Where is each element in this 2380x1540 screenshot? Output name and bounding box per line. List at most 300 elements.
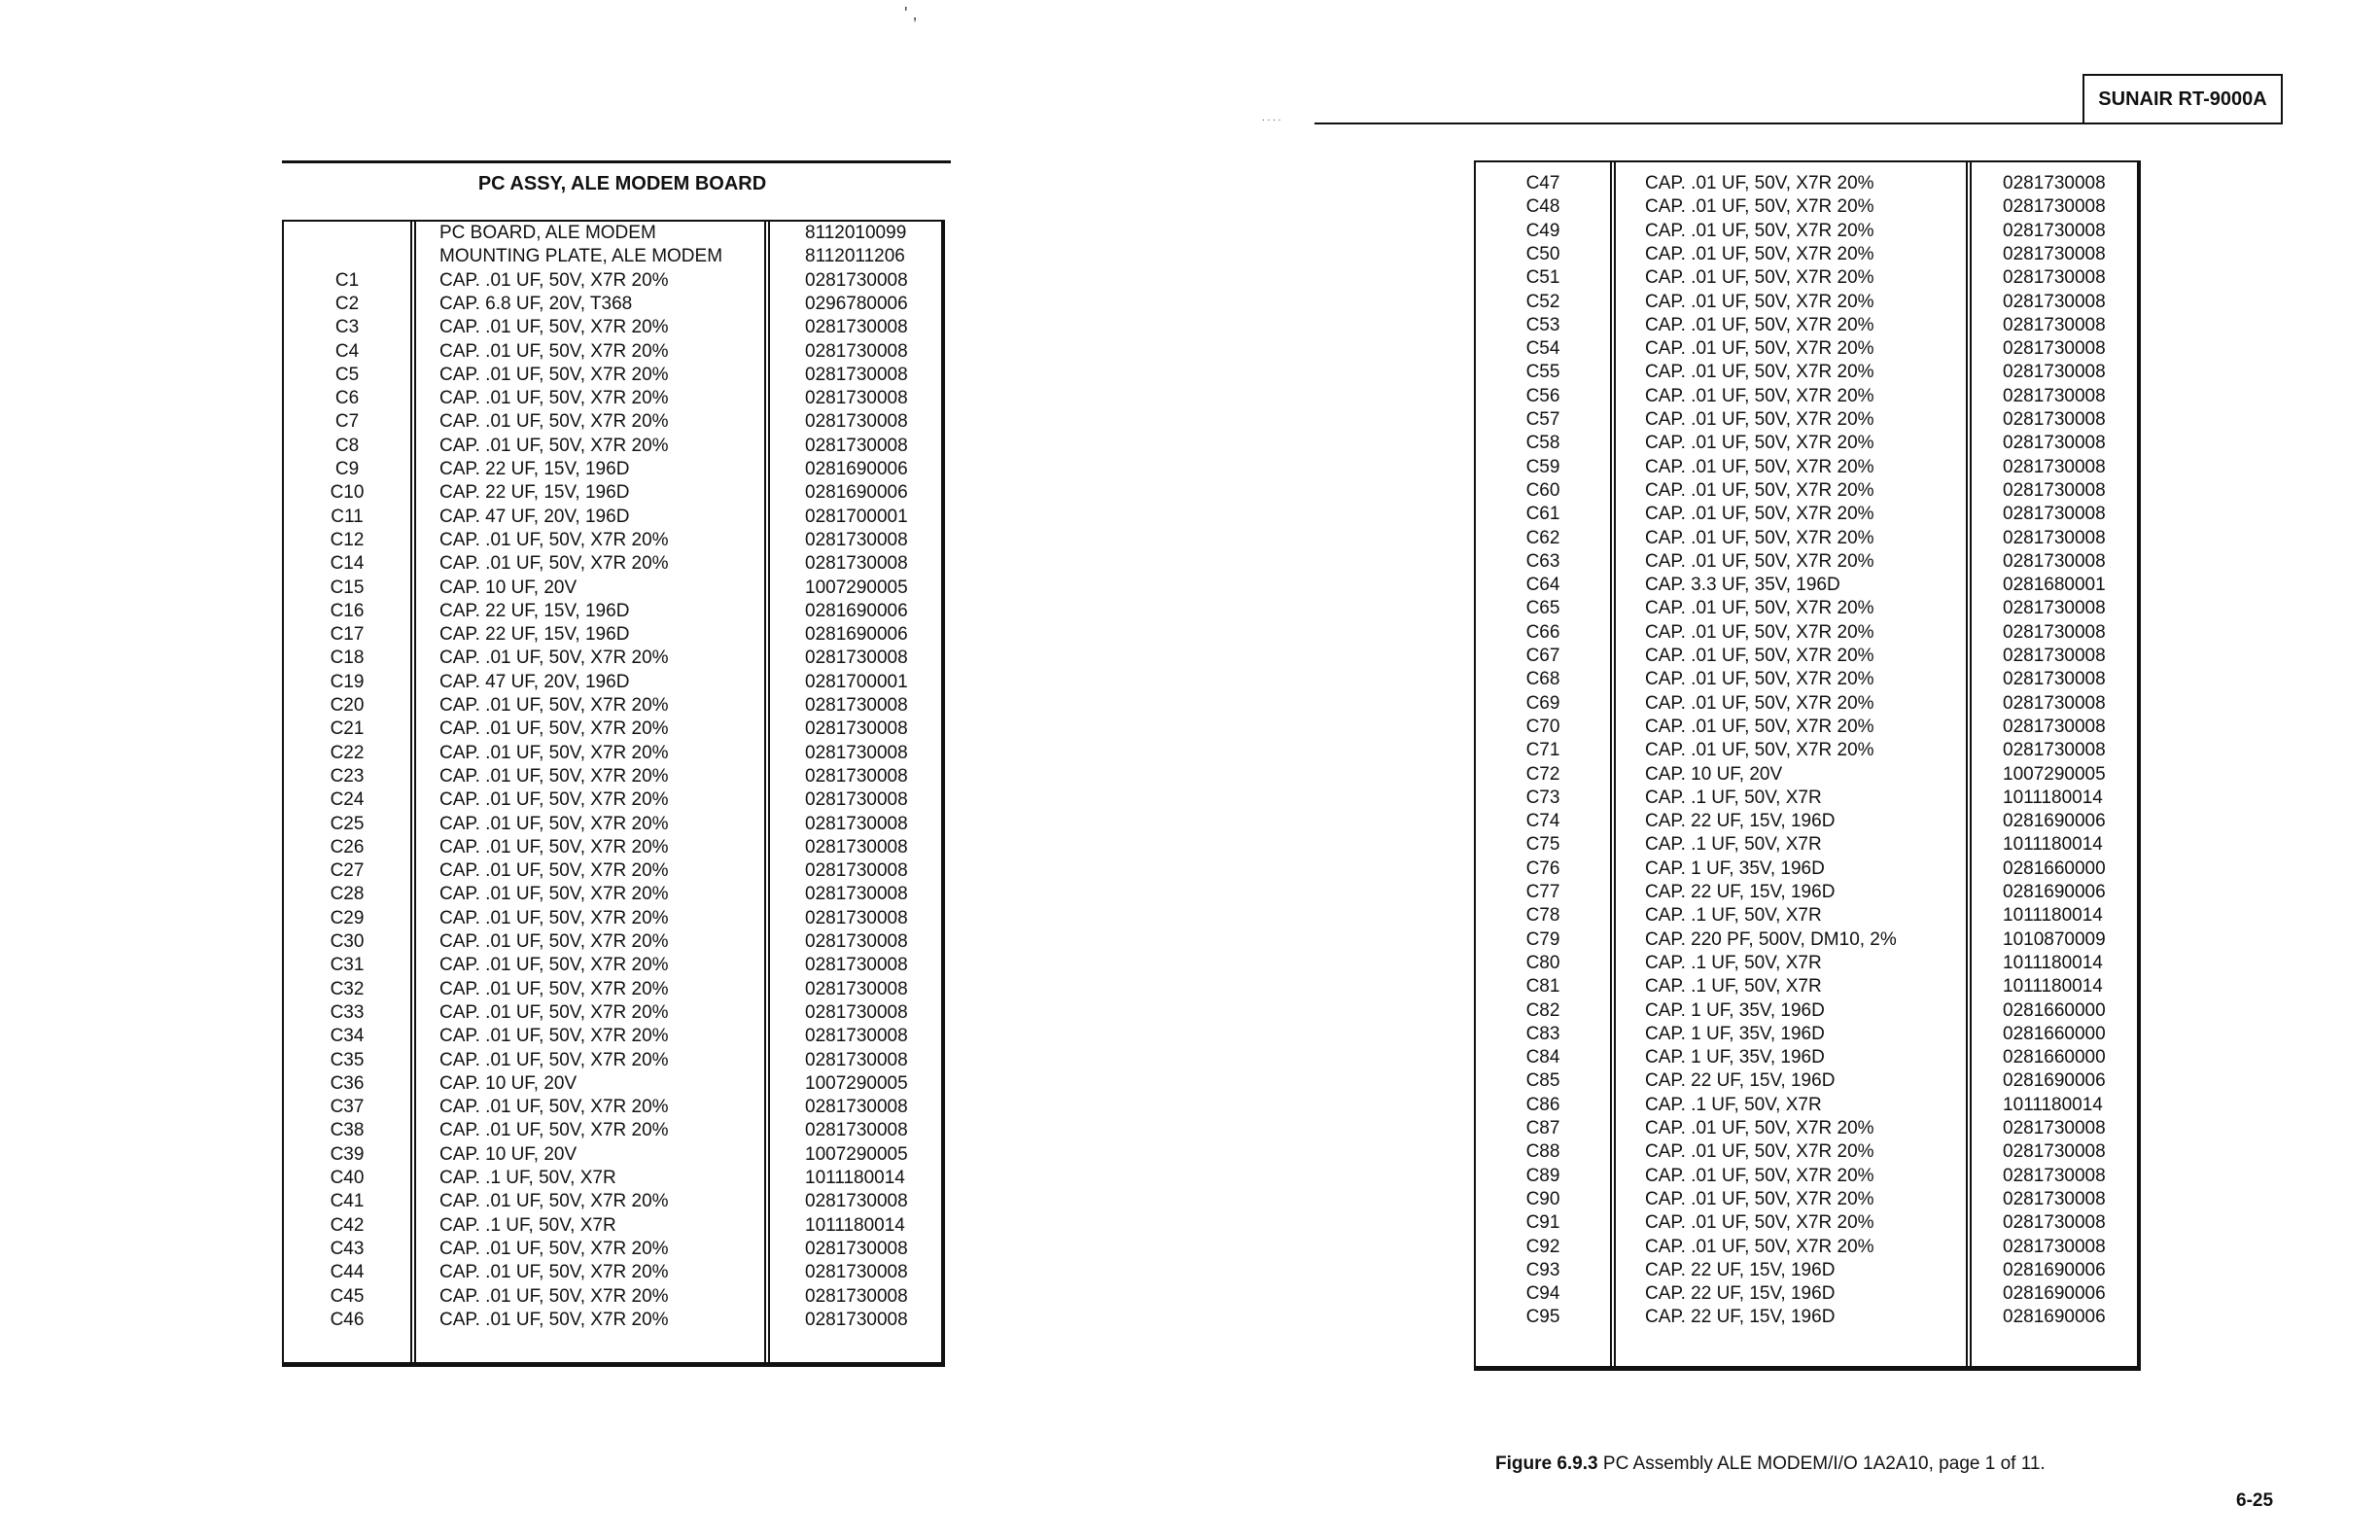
part-description: CAP. .01 UF, 50V, X7R 20% [439, 978, 669, 999]
ref-designator: C26 [330, 836, 365, 858]
part-description: CAP. .01 UF, 50V, X7R 20% [1645, 504, 1874, 525]
part-description: CAP. .01 UF, 50V, X7R 20% [439, 765, 669, 787]
part-number: 0281730008 [2003, 291, 2106, 312]
part-description: CAP. 10 UF, 20V [1645, 763, 1783, 785]
part-number: 8112011206 [805, 246, 905, 267]
part-number: 0281730008 [805, 789, 908, 811]
part-number: 0281660000 [2003, 858, 2106, 879]
part-number: 0281660000 [2003, 999, 2106, 1021]
ref-designator: C65 [1525, 598, 1560, 619]
part-description: CAP. .01 UF, 50V, X7R 20% [439, 411, 669, 433]
table-row [1476, 952, 2137, 975]
ref-designator: C42 [330, 1214, 365, 1236]
ref-designator: C74 [1525, 811, 1560, 832]
ref-designator: C95 [1525, 1307, 1560, 1328]
part-description: CAP. 22 UF, 15V, 196D [439, 482, 630, 504]
ref-designator: C4 [334, 340, 360, 362]
part-number: 1011180014 [805, 1168, 905, 1188]
table-row [1476, 668, 2137, 691]
ref-designator: C84 [1525, 1047, 1560, 1068]
ref-designator: C18 [330, 648, 365, 669]
ref-designator: C91 [1525, 1212, 1560, 1234]
ref-designator: C14 [330, 553, 365, 575]
part-description: CAP. .01 UF, 50V, X7R 20% [439, 742, 669, 763]
part-number: 0281730008 [805, 340, 908, 362]
ref-designator: C12 [330, 529, 365, 550]
part-description: CAP. .01 UF, 50V, X7R 20% [439, 789, 669, 811]
table-row [1476, 266, 2137, 290]
table-row [1476, 881, 2137, 904]
part-description: CAP. .01 UF, 50V, X7R 20% [1645, 1118, 1874, 1138]
ref-designator: C57 [1525, 409, 1560, 430]
part-description: CAP. 22 UF, 15V, 196D [1645, 1307, 1836, 1328]
part-number: 0281730008 [805, 411, 908, 433]
table-row [1476, 1188, 2137, 1211]
part-description: CAP. .01 UF, 50V, X7R 20% [1645, 243, 1874, 264]
part-description: CAP. .01 UF, 50V, X7R 20% [1645, 646, 1874, 666]
table-row [1476, 337, 2137, 361]
ref-designator: C53 [1525, 314, 1560, 335]
table-row [284, 694, 941, 718]
part-number: 0281730008 [2003, 479, 2106, 501]
part-number: 0281730008 [2003, 314, 2106, 335]
table-row [284, 883, 941, 906]
part-description: CAP. .01 UF, 50V, X7R 20% [439, 1001, 669, 1023]
ref-designator: C35 [330, 1049, 365, 1070]
part-description: CAP. .01 UF, 50V, X7R 20% [439, 269, 669, 291]
part-description: CAP. .01 UF, 50V, X7R 20% [1645, 433, 1874, 454]
table-row [1476, 1069, 2137, 1093]
table-row [1476, 692, 2137, 716]
part-description: CAP. .01 UF, 50V, X7R 20% [439, 1049, 669, 1070]
table-row [1476, 1236, 2137, 1259]
part-description: CAP. .01 UF, 50V, X7R 20% [1645, 1188, 1874, 1209]
ref-designator: C61 [1525, 504, 1560, 525]
part-description: CAP. 1 UF, 35V, 196D [1645, 999, 1825, 1021]
part-number: 0281730008 [2003, 433, 2106, 454]
part-number: 0281730008 [2003, 456, 2106, 477]
table-row [284, 930, 941, 954]
ref-designator: C82 [1525, 999, 1560, 1021]
table-row [284, 671, 941, 694]
table-row [284, 788, 941, 812]
part-description: CAP. 22 UF, 15V, 196D [1645, 1259, 1836, 1280]
part-description: CAP. .01 UF, 50V, X7R 20% [1645, 456, 1874, 477]
part-number: 0281730008 [805, 364, 908, 385]
part-number: 0281730008 [2003, 1188, 2106, 1209]
part-description: CAP. .01 UF, 50V, X7R 20% [439, 1238, 669, 1259]
table-row [284, 387, 941, 410]
part-number: 1011180014 [2003, 834, 2103, 856]
ref-designator: C51 [1525, 267, 1560, 289]
ref-designator: C64 [1525, 575, 1560, 596]
part-description: CAP. .01 UF, 50V, X7R 20% [1645, 740, 1874, 761]
ref-designator: C80 [1525, 952, 1560, 973]
part-description: CAP. .01 UF, 50V, X7R 20% [439, 1120, 669, 1141]
part-description: CAP. .01 UF, 50V, X7R 20% [439, 388, 669, 409]
ref-designator: C54 [1525, 338, 1560, 360]
part-number: 8112010099 [805, 223, 907, 243]
ref-designator: C49 [1525, 220, 1560, 241]
ref-designator: C32 [330, 978, 365, 999]
part-number: 0281730008 [805, 1097, 908, 1118]
part-number: 1011180014 [2003, 952, 2103, 973]
ref-designator: C70 [1525, 716, 1560, 737]
part-description: CAP. .01 UF, 50V, X7R 20% [1645, 385, 1874, 406]
table-row [284, 1096, 941, 1119]
table-row [1476, 243, 2137, 266]
ref-designator: C72 [1525, 763, 1560, 785]
part-number: 0281730008 [805, 765, 908, 787]
ref-designator: C87 [1525, 1118, 1560, 1138]
part-description: CAP. .01 UF, 50V, X7R 20% [1645, 196, 1874, 218]
ref-designator: C41 [330, 1191, 365, 1212]
table-row [1476, 833, 2137, 857]
part-description: CAP. .01 UF, 50V, X7R 20% [1645, 598, 1874, 619]
part-number: 0281730008 [805, 718, 908, 740]
ref-designator: C16 [330, 600, 365, 621]
part-description: CAP. 3.3 UF, 35V, 196D [1645, 575, 1840, 596]
part-description: CAP. .1 UF, 50V, X7R [1645, 1094, 1822, 1115]
part-number: 0296780006 [805, 293, 908, 314]
ref-designator: C19 [330, 671, 365, 692]
table-row [1476, 172, 2137, 195]
part-number: 0281730008 [2003, 173, 2106, 193]
table-row [284, 1049, 941, 1072]
table-row [1476, 1046, 2137, 1069]
table-row [284, 1001, 941, 1025]
ref-designator: C38 [330, 1120, 365, 1141]
right-parts-table [1474, 160, 2141, 1371]
part-number: 0281690006 [2003, 882, 2106, 902]
part-description: CAP. .01 UF, 50V, X7R 20% [1645, 716, 1874, 737]
table-row [1476, 1282, 2137, 1306]
part-number: 0281730008 [805, 813, 908, 834]
ref-designator: C93 [1525, 1259, 1560, 1280]
part-description: CAP. .01 UF, 50V, X7R 20% [439, 340, 669, 362]
ref-designator: C67 [1525, 646, 1560, 666]
part-description: CAP. .01 UF, 50V, X7R 20% [439, 553, 669, 575]
ref-designator: C94 [1525, 1283, 1560, 1305]
table-row [284, 435, 941, 458]
ref-designator: C34 [330, 1026, 365, 1047]
table-row [284, 1285, 941, 1309]
table-row [1476, 1211, 2137, 1235]
table-row [284, 552, 941, 576]
part-description: CAP. .01 UF, 50V, X7R 20% [1645, 1165, 1874, 1186]
ref-designator: C37 [330, 1097, 365, 1118]
ref-designator: C81 [1525, 976, 1560, 998]
part-description: CAP. .01 UF, 50V, X7R 20% [439, 529, 669, 550]
ref-designator: C86 [1525, 1094, 1560, 1115]
part-number: 0281730008 [805, 978, 908, 999]
ref-designator: C31 [330, 955, 365, 976]
part-number: 0281730008 [2003, 598, 2106, 619]
left-parts-table [282, 220, 945, 1367]
part-number: 0281730008 [805, 435, 908, 456]
table-row [284, 600, 941, 623]
part-description: CAP. 47 UF, 20V, 196D [439, 671, 630, 692]
ref-designator: C69 [1525, 692, 1560, 714]
part-number: 0281730008 [2003, 1141, 2106, 1163]
ref-designator: C30 [330, 931, 365, 952]
part-number: 0281730008 [2003, 338, 2106, 360]
part-number: 0281700001 [805, 671, 908, 692]
part-number: 1007290005 [805, 577, 908, 598]
ref-designator: C77 [1525, 882, 1560, 902]
part-number: 0281690006 [805, 600, 908, 621]
part-number: 0281730008 [2003, 409, 2106, 430]
table-row [1476, 621, 2137, 645]
table-row [1476, 597, 2137, 620]
table-row [284, 1238, 941, 1261]
table-row [284, 765, 941, 788]
part-description: CAP. .01 UF, 50V, X7R 20% [439, 1097, 669, 1118]
table-row [1476, 195, 2137, 219]
ref-designator: C17 [330, 624, 365, 646]
part-number: 0281730008 [2003, 267, 2106, 289]
table-row [1476, 928, 2137, 952]
part-description: CAP. 22 UF, 15V, 196D [439, 459, 630, 479]
part-description: CAP. 22 UF, 15V, 196D [1645, 811, 1836, 832]
ref-designator: C60 [1525, 479, 1560, 501]
part-description: CAP. .01 UF, 50V, X7R 20% [1645, 479, 1874, 501]
part-number: 0281730008 [805, 931, 908, 952]
part-number: 0281730008 [805, 907, 908, 928]
part-description: CAP. .01 UF, 50V, X7R 20% [1645, 291, 1874, 312]
ref-designator: C47 [1525, 173, 1560, 193]
part-description: CAP. .01 UF, 50V, X7R 20% [1645, 621, 1874, 643]
table-row [1476, 858, 2137, 881]
table-row [284, 1190, 941, 1213]
ref-designator: C8 [334, 435, 360, 456]
figure-caption-text: PC Assembly ALE MODEM/I/O 1A2A10, page 1 of 11. [1602, 1453, 2046, 1474]
part-number: 0281730008 [805, 1001, 908, 1023]
table-row [1476, 527, 2137, 550]
part-description: CAP. 6.8 UF, 20V, T368 [439, 293, 633, 314]
part-number: 1007290005 [805, 1072, 908, 1094]
part-description: CAP. .01 UF, 50V, X7R 20% [439, 907, 669, 928]
table-row [284, 577, 941, 600]
left-table-title: PC ASSY, ALE MODEM BOARD [477, 173, 767, 194]
table-row [284, 623, 941, 647]
part-description: CAP. .01 UF, 50V, X7R 20% [439, 836, 669, 858]
part-number: 0281730008 [2003, 646, 2106, 666]
part-description: CAP. 22 UF, 15V, 196D [1645, 882, 1836, 902]
part-description: CAP. .01 UF, 50V, X7R 20% [1645, 267, 1874, 289]
ref-designator: C88 [1525, 1141, 1560, 1163]
table-row [284, 1214, 941, 1238]
part-description: CAP. .01 UF, 50V, X7R 20% [439, 931, 669, 952]
ref-designator: C68 [1525, 669, 1560, 690]
part-number: 0281700001 [805, 506, 908, 527]
table-row [1476, 904, 2137, 928]
table-row [284, 1167, 941, 1190]
table-row [284, 1072, 941, 1096]
table-row [1476, 739, 2137, 762]
part-number: 0281690006 [2003, 811, 2106, 832]
header-model-box [2082, 74, 2283, 124]
part-number: 0281660000 [2003, 1023, 2106, 1044]
part-number: 0281730008 [805, 884, 908, 905]
table-row [1476, 479, 2137, 503]
table-row [1476, 716, 2137, 739]
ref-designator: C39 [330, 1143, 365, 1165]
part-description: CAP. 22 UF, 15V, 196D [1645, 1070, 1836, 1092]
ref-designator: C20 [330, 695, 365, 716]
table-row [284, 293, 941, 316]
ref-designator: C92 [1525, 1236, 1560, 1257]
part-description: CAP. .01 UF, 50V, X7R 20% [1645, 1141, 1874, 1163]
part-number: 0281660000 [2003, 1047, 2106, 1068]
table-row [284, 222, 941, 245]
part-number: 0281690006 [2003, 1307, 2106, 1328]
header-rule [1314, 122, 2084, 124]
part-number: 0281730008 [805, 955, 908, 976]
part-description: CAP. 10 UF, 20V [439, 1143, 578, 1165]
part-description: CAP. 220 PF, 500V, DM10, 2% [1645, 928, 1897, 950]
part-description: CAP. .01 UF, 50V, X7R 20% [439, 718, 669, 740]
ref-designator: C75 [1525, 834, 1560, 856]
ref-designator: C6 [334, 388, 360, 409]
table-row [284, 859, 941, 883]
part-description: CAP. .01 UF, 50V, X7R 20% [439, 1285, 669, 1307]
part-number: 0281730008 [2003, 504, 2106, 525]
part-description: CAP. .01 UF, 50V, X7R 20% [439, 1191, 669, 1212]
part-number: 0281730008 [2003, 1118, 2106, 1138]
part-description: CAP. 10 UF, 20V [439, 1072, 578, 1094]
table-row [1476, 408, 2137, 432]
part-description: CAP. .01 UF, 50V, X7R 20% [439, 1262, 669, 1283]
table-row [1476, 645, 2137, 668]
part-number: 0281730008 [2003, 692, 2106, 714]
part-description: CAP. .1 UF, 50V, X7R [1645, 834, 1822, 856]
part-number: 0281730008 [805, 553, 908, 575]
ref-designator: C28 [330, 884, 365, 905]
ref-designator: C66 [1525, 621, 1560, 643]
part-description: CAP. .01 UF, 50V, X7R 20% [439, 1309, 669, 1330]
part-number: 0281690006 [2003, 1070, 2106, 1092]
part-number: 0281730008 [805, 742, 908, 763]
part-description: CAP. 10 UF, 20V [439, 577, 578, 598]
part-number: 0281730008 [805, 1120, 908, 1141]
part-number: 1011180014 [2003, 1094, 2103, 1115]
part-number: 1011180014 [2003, 787, 2103, 808]
part-number: 0281730008 [805, 1262, 908, 1283]
table-row [1476, 1140, 2137, 1164]
table-row [1476, 385, 2137, 408]
table-row [1476, 432, 2137, 455]
page-number: 6-25 [2236, 1490, 2274, 1511]
ref-designator: C56 [1525, 385, 1560, 406]
part-description: CAP. .01 UF, 50V, X7R 20% [1645, 527, 1874, 548]
ref-designator: C7 [334, 411, 360, 433]
part-description: CAP. .1 UF, 50V, X7R [1645, 976, 1822, 998]
ref-designator: C5 [334, 364, 360, 385]
part-description: CAP. .01 UF, 50V, X7R 20% [1645, 1236, 1874, 1257]
table-row [1476, 787, 2137, 810]
part-description: CAP. .01 UF, 50V, X7R 20% [1645, 338, 1874, 360]
part-number: 0281730008 [2003, 243, 2106, 264]
ref-designator: C62 [1525, 527, 1560, 548]
ref-designator: C1 [334, 269, 360, 291]
ref-designator: C52 [1525, 291, 1560, 312]
part-number: 0281730008 [2003, 621, 2106, 643]
ref-designator: C33 [330, 1001, 365, 1023]
part-number: 0281690006 [2003, 1283, 2106, 1305]
part-description: CAP. .01 UF, 50V, X7R 20% [439, 955, 669, 976]
ref-designator: C3 [334, 317, 360, 338]
table-row [1476, 1094, 2137, 1117]
ref-designator: C85 [1525, 1070, 1560, 1092]
part-number: 0281730008 [2003, 527, 2106, 548]
part-number: 0281730008 [805, 1191, 908, 1212]
part-description: CAP. .01 UF, 50V, X7R 20% [439, 813, 669, 834]
part-description: CAP. .01 UF, 50V, X7R 20% [1645, 550, 1874, 572]
part-number: 0281680001 [2003, 575, 2106, 596]
table-row [284, 410, 941, 434]
table-row [284, 1025, 941, 1048]
part-description: CAP. .01 UF, 50V, X7R 20% [439, 860, 669, 882]
ref-designator: C24 [330, 789, 365, 811]
part-description: PC BOARD, ALE MODEM [439, 223, 656, 243]
table-row [284, 269, 941, 293]
table-row [284, 245, 941, 268]
part-number: 0281730008 [2003, 716, 2106, 737]
table-row [1476, 220, 2137, 243]
table-row [1476, 1306, 2137, 1329]
part-number: 1011180014 [2003, 905, 2103, 927]
table-row [1476, 503, 2137, 526]
part-number: 0281730008 [2003, 740, 2106, 761]
ref-designator: C21 [330, 718, 365, 740]
part-number: 0281730008 [805, 388, 908, 409]
table-row [284, 954, 941, 977]
part-description: CAP. 22 UF, 15V, 196D [439, 600, 630, 621]
ref-designator: C2 [334, 293, 360, 314]
table-row [1476, 999, 2137, 1023]
part-number: 0281730008 [2003, 196, 2106, 218]
ref-designator: C25 [330, 813, 365, 834]
ref-designator: C44 [330, 1262, 365, 1283]
part-description: CAP. .01 UF, 50V, X7R 20% [1645, 220, 1874, 241]
part-description: CAP. 47 UF, 20V, 196D [439, 506, 630, 527]
table-row [284, 529, 941, 552]
table-row [284, 647, 941, 670]
part-description: CAP. .01 UF, 50V, X7R 20% [1645, 409, 1874, 430]
scan-mark: ' , [904, 4, 918, 23]
scan-dots: . . . . [1262, 113, 1281, 123]
part-number: 0281730008 [805, 1238, 908, 1259]
ref-designator: C58 [1525, 433, 1560, 454]
ref-designator: C63 [1525, 550, 1560, 572]
ref-designator: C48 [1525, 196, 1560, 218]
ref-designator: C9 [334, 459, 360, 479]
part-description: CAP. .01 UF, 50V, X7R 20% [1645, 173, 1874, 193]
part-number: 0281730008 [2003, 550, 2106, 572]
ref-designator: C90 [1525, 1188, 1560, 1209]
table-row [284, 836, 941, 859]
part-description: CAP. .01 UF, 50V, X7R 20% [439, 364, 669, 385]
ref-designator: C83 [1525, 1023, 1560, 1044]
part-description: CAP. .01 UF, 50V, X7R 20% [1645, 314, 1874, 335]
part-number: 0281730008 [2003, 669, 2106, 690]
table-row [284, 718, 941, 741]
part-number: 0281730008 [805, 695, 908, 716]
ref-designator: C36 [330, 1072, 365, 1094]
part-number: 1007290005 [805, 1143, 908, 1165]
ref-designator: C59 [1525, 456, 1560, 477]
